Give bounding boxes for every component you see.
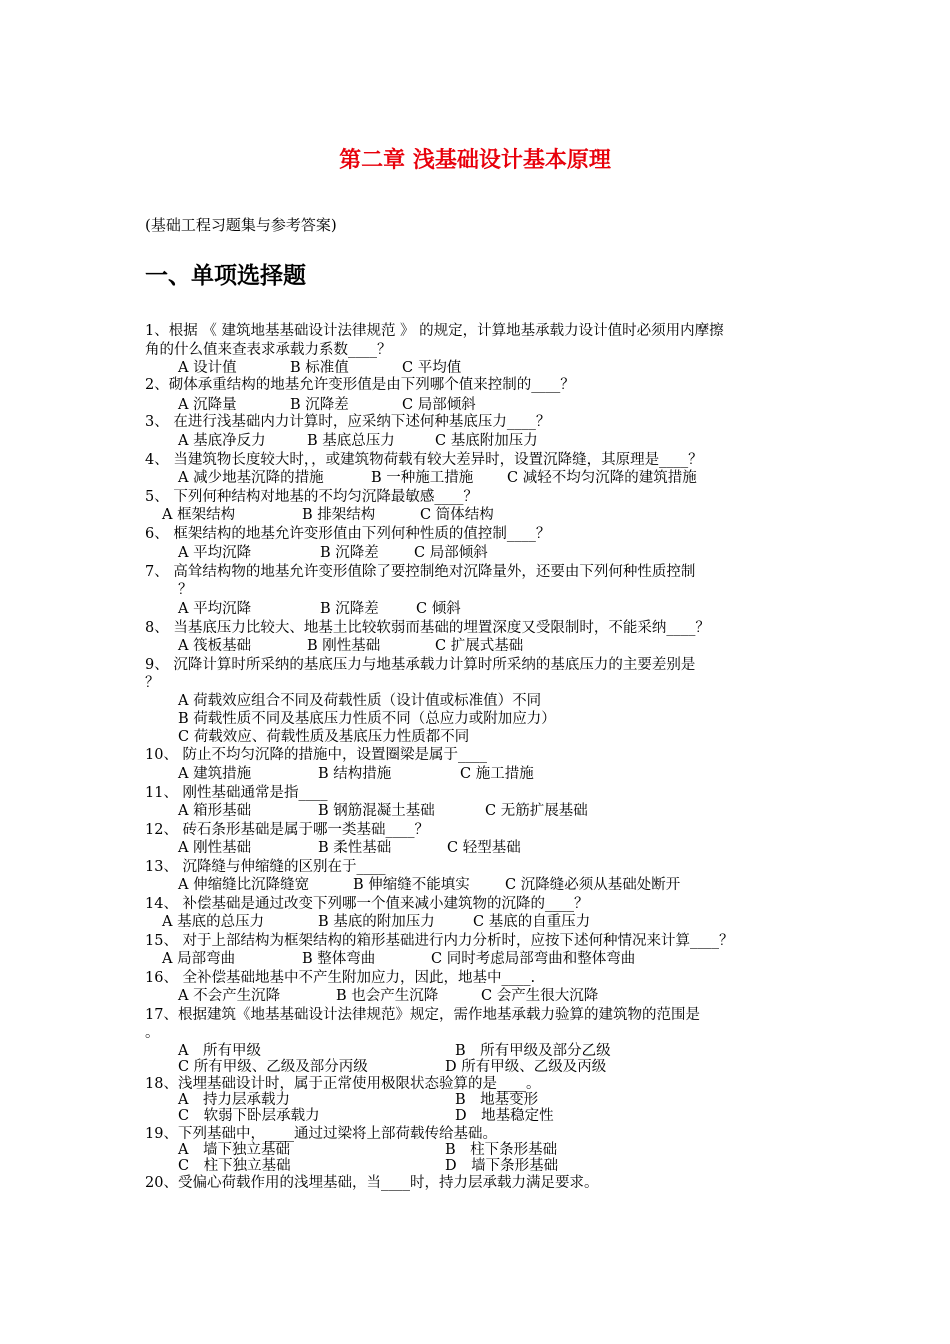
- answer-option: A 持力层承载力: [178, 1092, 290, 1108]
- answer-option: B 沉降差: [290, 397, 349, 413]
- answer-option: B 整体弯曲: [302, 951, 376, 967]
- answer-option: A 减少地基沉降的措施: [178, 470, 324, 486]
- answer-option: A 伸缩缝比沉降缝宽: [178, 877, 310, 893]
- document-subtitle: (基础工程习题集与参考答案): [145, 216, 337, 234]
- answer-option: A 所有甲级: [178, 1043, 261, 1059]
- answer-option: B 一种施工措施: [371, 470, 474, 486]
- answer-option: C 局部倾斜: [402, 397, 476, 413]
- question-text: 13、 沉降缝与伸缩缝的区别在于____: [145, 859, 386, 875]
- question-text: 1、根据 《 建筑地基基础设计法律规范 》 的规定，计算地基承载力设计值时必须用内摩擦: [145, 323, 724, 339]
- answer-option: B 刚性基础: [307, 638, 381, 654]
- answer-option: A 设计值: [178, 360, 237, 376]
- answer-option: C 扩展式基础: [435, 638, 524, 654]
- answer-option: C 同时考虑局部弯曲和整体弯曲: [431, 951, 636, 967]
- answer-option: C 基底附加压力: [435, 433, 538, 449]
- question-text: 20、受偏心荷载作用的浅埋基础，当____时，持力层承载力满足要求。: [145, 1175, 599, 1191]
- answer-option: C 所有甲级、乙级及部分丙级: [178, 1059, 368, 1075]
- answer-option: A 刚性基础: [178, 840, 252, 856]
- answer-option: C 轻型基础: [447, 840, 521, 856]
- answer-option: B 沉降差: [320, 601, 379, 617]
- answer-option: B 柔性基础: [318, 840, 392, 856]
- answer-option: D 地基稳定性: [455, 1108, 554, 1124]
- answer-option: B 结构措施: [318, 766, 392, 782]
- question-text: 9、 沉降计算时所采纳的基底压力与地基承载力计算时所采纳的基底压力的主要差别是: [145, 657, 696, 673]
- question-text: ？: [145, 675, 160, 691]
- answer-option: B 排架结构: [302, 507, 376, 523]
- answer-option: C 局部倾斜: [414, 545, 488, 561]
- answer-option: D 所有甲级、乙级及丙级: [445, 1059, 607, 1075]
- answer-option: B 荷载性质不同及基底压力性质不同（总应力或附加应力）: [178, 711, 556, 727]
- question-text: 3、 在进行浅基础内力计算时，应采纳下述何种基底压力____？: [145, 414, 551, 430]
- question-text: 16、 全补偿基础地基中不产生附加应力，因此，地基中____.: [145, 970, 536, 986]
- question-text: 12、 砖石条形基础是属于哪一类基础____？: [145, 822, 430, 838]
- answer-option: A 基底净反力: [178, 433, 266, 449]
- answer-option: A 框架结构: [162, 507, 236, 523]
- answer-option: C 软弱下卧层承载力: [178, 1108, 320, 1124]
- answer-option: B 标准值: [290, 360, 349, 376]
- answer-option: C 沉降缝必须从基础处断开: [505, 877, 681, 893]
- answer-option: A 箱形基础: [178, 803, 252, 819]
- answer-option: C 基底的自重压力: [473, 914, 591, 930]
- answer-option: A 平均沉降: [178, 545, 252, 561]
- answer-option: C 柱下独立基础: [178, 1158, 291, 1174]
- answer-option: C 减轻不均匀沉降的建筑措施: [507, 470, 697, 486]
- question-text: 15、 对于上部结构为框架结构的箱形基础进行内力分析时，应按下述何种情况来计算____？: [145, 933, 734, 949]
- answer-option: A 局部弯曲: [162, 951, 236, 967]
- answer-option: B 沉降差: [320, 545, 379, 561]
- answer-option: B 伸缩缝不能填实: [353, 877, 470, 893]
- question-text: 10、 防止不均匀沉降的措施中，设置圈梁是属于____: [145, 747, 488, 763]
- answer-option: B 基底的附加压力: [318, 914, 435, 930]
- answer-option: A 筏板基础: [178, 638, 252, 654]
- question-text: 角的什么值来查表求承载力系数____？: [145, 342, 392, 358]
- answer-option: C 无筋扩展基础: [485, 803, 588, 819]
- answer-option: C 施工措施: [460, 766, 534, 782]
- answer-option: C 筒体结构: [420, 507, 494, 523]
- answer-option: C 荷载效应、荷载性质及基底压力性质都不同: [178, 729, 470, 745]
- answer-option: A 平均沉降: [178, 601, 252, 617]
- question-text: 17、根据建筑《地基基础设计法律规范》规定，需作地基承载力验算的建筑物的范围是: [145, 1007, 700, 1023]
- answer-option: A 墙下独立基础: [178, 1142, 290, 1158]
- question-text: 19、下列基础中，____通过过梁将上部荷载传给基础。: [145, 1126, 497, 1142]
- answer-option: B 地基变形: [455, 1092, 539, 1108]
- answer-option: B 基底总压力: [307, 433, 395, 449]
- question-text: 6、 框架结构的地基允许变形值由下列何种性质的值控制____？: [145, 526, 551, 542]
- question-text: ？: [178, 582, 193, 598]
- answer-option: B 也会产生沉降: [336, 988, 439, 1004]
- answer-option: C 平均值: [402, 360, 462, 376]
- answer-option: C 会产生很大沉降: [481, 988, 599, 1004]
- question-text: 7、 高耸结构物的地基允许变形值除了要控制绝对沉降量外，还要由下列何种性质控制: [145, 564, 696, 580]
- answer-option: A 不会产生沉降: [178, 988, 281, 1004]
- answer-option: C 倾斜: [416, 601, 461, 617]
- answer-option: A 基底的总压力: [162, 914, 265, 930]
- question-text: 5、 下列何种结构对地基的不均匀沉降最敏感____？: [145, 489, 478, 505]
- answer-option: D 墙下条形基础: [445, 1158, 559, 1174]
- question-text: 18、浅埋基础设计时，属于正常使用极限状态验算的是____。: [145, 1076, 541, 1092]
- answer-option: A 建筑措施: [178, 766, 252, 782]
- question-text: 。: [145, 1025, 160, 1041]
- question-text: 8、 当基底压力比较大、地基土比较软弱而基础的埋置深度又受限制时，不能采纳____？: [145, 620, 710, 636]
- answer-option: B 柱下条形基础: [445, 1142, 558, 1158]
- question-text: 11、 刚性基础通常是指____: [145, 785, 328, 801]
- section-heading: 一、单项选择题: [145, 263, 306, 289]
- question-text: 4、 当建筑物长度较大时，，或建筑物荷载有较大差异时，设置沉降缝，其原理是____？: [145, 452, 703, 468]
- answer-option: A 沉降量: [178, 397, 237, 413]
- answer-option: B 钢筋混凝土基础: [318, 803, 435, 819]
- question-text: 2、砌体承重结构的地基允许变形值是由下列哪个值来控制的____？: [145, 377, 575, 393]
- question-text: 14、 补偿基础是通过改变下列哪一个值来减小建筑物的沉降的____？: [145, 896, 589, 912]
- answer-option: B 所有甲级及部分乙级: [455, 1043, 611, 1059]
- chapter-title: 第二章 浅基础设计基本原理: [339, 148, 611, 173]
- answer-option: A 荷载效应组合不同及荷载性质（设计值或标准值）不同: [178, 693, 542, 709]
